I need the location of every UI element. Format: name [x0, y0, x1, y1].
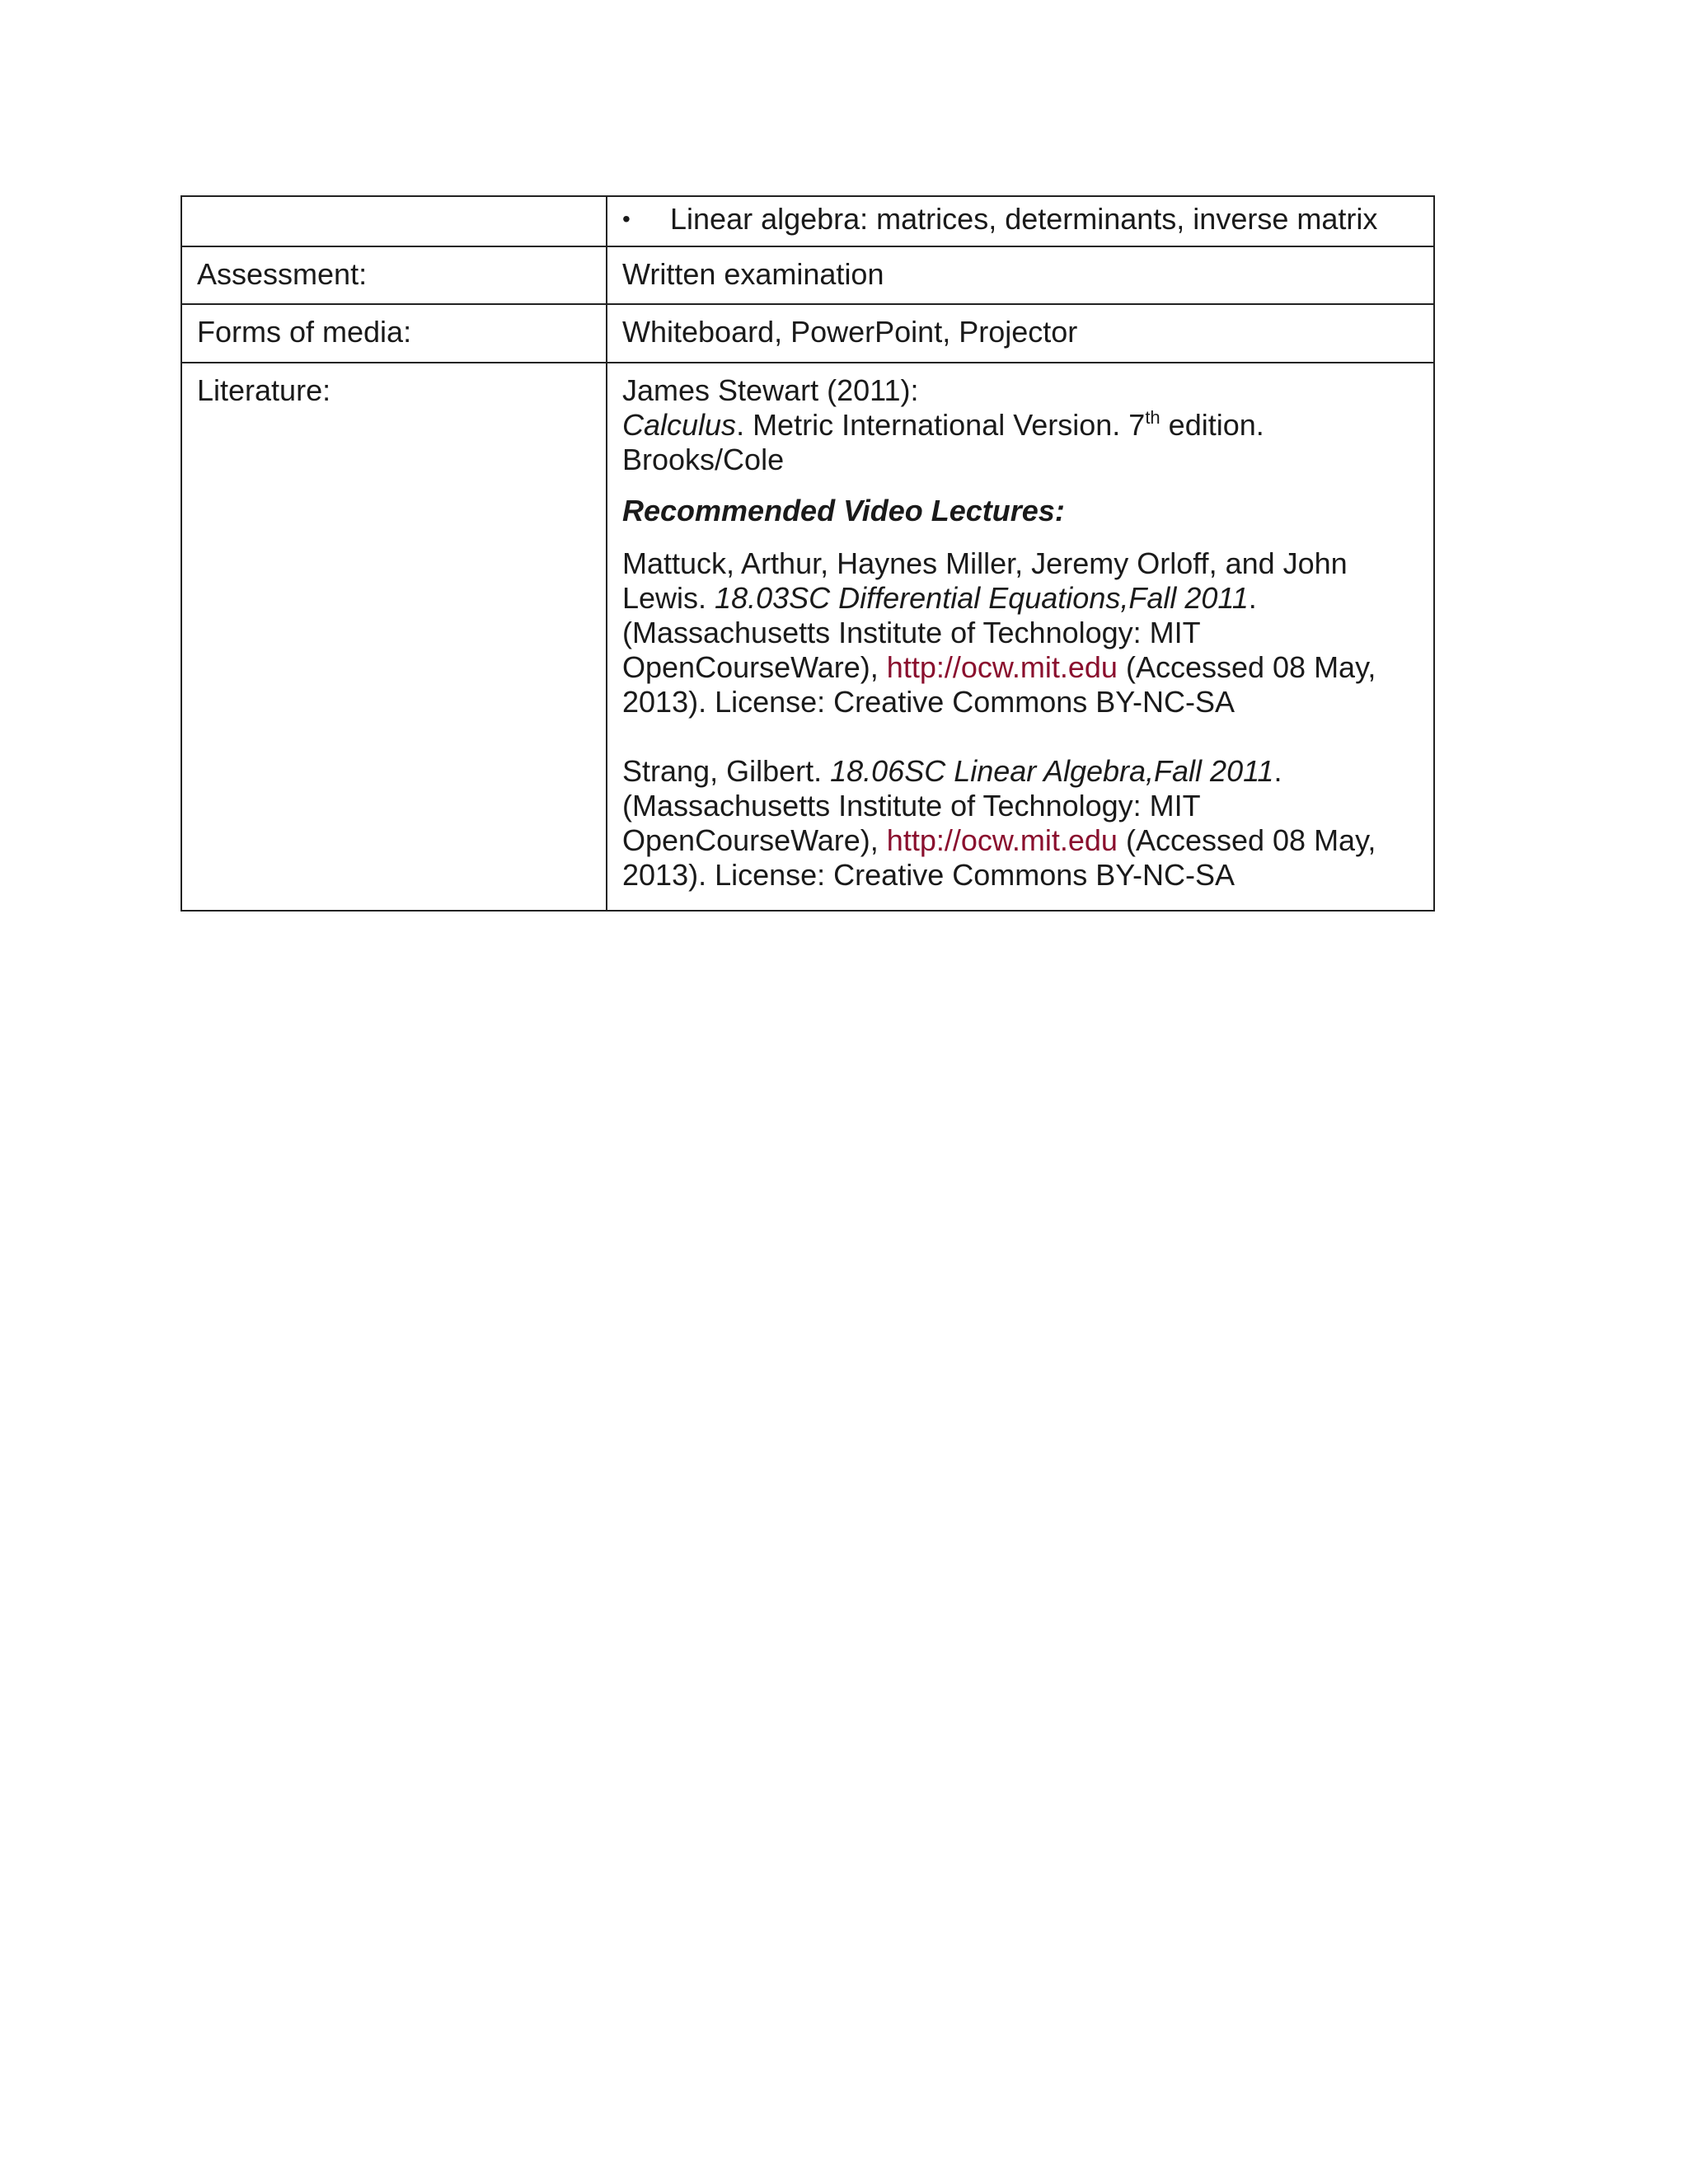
recommended-heading: Recommended Video Lectures:	[622, 494, 1065, 527]
list-item	[622, 197, 1418, 237]
row-label-empty	[181, 196, 607, 246]
ref-tail: (Accessed 08 May, 2013). License: Creative Commons BY-NC-SA	[622, 823, 1376, 892]
ocw-link[interactable]: http://ocw.mit.edu	[886, 650, 1118, 684]
book-reference	[622, 373, 1418, 477]
ref-source: . (Massachusetts Institute of Technology: MIT OpenCourseWare),	[622, 581, 1257, 684]
row-label-literature	[181, 363, 607, 911]
content-cell	[607, 246, 1434, 304]
row-label-media	[181, 304, 607, 363]
ref-course: 18.06SC Linear Algebra,Fall 2011	[830, 754, 1274, 788]
table-row	[181, 363, 1434, 911]
media-value: Whiteboard, PowerPoint, Projector	[622, 315, 1078, 349]
book-edition-sup: th	[1145, 407, 1160, 428]
book-edition-text: edition.	[1160, 408, 1264, 442]
row-label-text: Literature:	[197, 373, 331, 407]
table-row	[181, 304, 1434, 363]
table-row	[181, 196, 1434, 246]
ref-tail: (Accessed 08 May, 2013). License: Creative Commons BY-NC-SA	[622, 650, 1376, 719]
ref-authors: Strang, Gilbert.	[622, 754, 831, 788]
reference-item	[622, 546, 1418, 719]
bullet-icon: •	[622, 206, 631, 232]
book-title: Calculus	[622, 408, 737, 442]
ref-authors: Mattuck, Arthur, Haynes Miller, Jeremy Orloff, and John Lewis.	[622, 546, 1348, 615]
list-item-text: Linear algebra: matrices, determinants, inverse matrix	[670, 202, 1378, 236]
module-table	[181, 195, 1435, 912]
row-label-assessment	[181, 246, 607, 304]
assessment-value: Written examination	[622, 257, 884, 291]
content-cell	[607, 196, 1434, 246]
book-title-rest: . Metric International Version. 7	[736, 408, 1146, 442]
row-label-text: Assessment:	[197, 257, 368, 291]
ref-course: 18.03SC Differential Equations,Fall 2011	[715, 581, 1249, 615]
ref-source: . (Massachusetts Institute of Technology: MIT OpenCourseWare),	[622, 754, 1282, 857]
content-cell	[607, 363, 1434, 911]
book-author-line: James Stewart (2011):	[622, 373, 919, 407]
ocw-link[interactable]: http://ocw.mit.edu	[886, 823, 1118, 857]
literature-block	[622, 363, 1418, 893]
content-cell	[607, 304, 1434, 363]
row-label-text: Forms of media:	[197, 315, 412, 349]
book-publisher: Brooks/Cole	[622, 443, 785, 476]
reference-item	[622, 754, 1418, 893]
table-row	[181, 246, 1434, 304]
